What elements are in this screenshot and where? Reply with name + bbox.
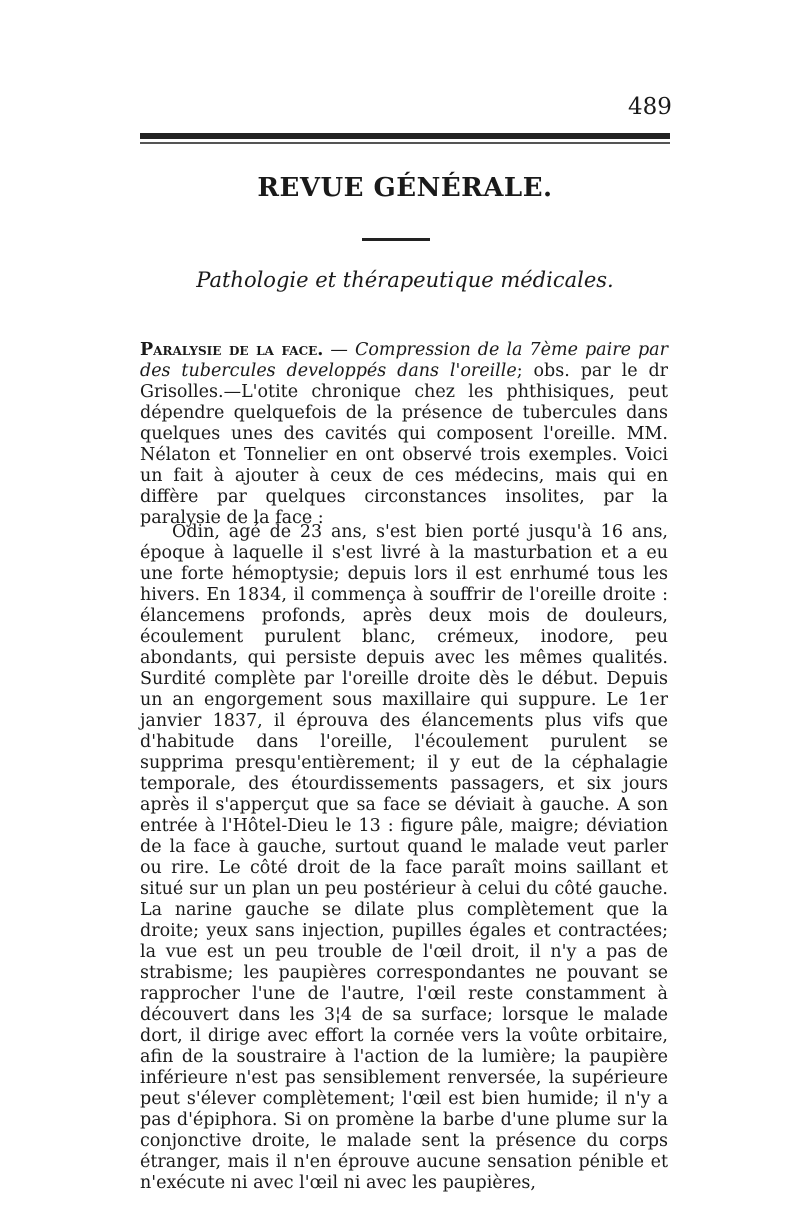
case-paragraph: Odin, agé de 23 ans, s'est bien porté jusqu'à 16 ans, époque à laquelle il s'est livré à la masturbation et a eu une forte hémoptysie; depuis lors il est enrhumé tous les hivers. En 1834, il commença à souffrir de l'oreille droite : élancemens profonds, après deux mois de douleurs, écoulement purulent blanc, crémeux, inodore, peu abondants, qui persiste depuis avec les mêmes qualités. Surdité complète par l'oreille droite dès le début. Depuis un an engorgement sous maxillaire qui suppure. Le 1er janvier 1837, il éprouva des élancements plus vifs que d'habitude dans l'oreille, l'écoulement purulent se supprima presqu'entièrement; il y eut de la céphalagie temporale, des étourdissements passagers, et six jours après il s'apperçut que sa face se déviait à gauche. A son entrée à l'Hôtel-Dieu le 13 : figure pâle, maigre; déviation de la face à gauche, surtout quand le malade veut parler ou rire. Le côté droit de la face paraît moins saillant et situé sur un plan un peu postérieur à celui du côté gauche. La narine gauche se dilate plus complètement que la droite; yeux sans injection, pupilles égales et contractées; la vue est un peu trouble de l'œil droit, il n'y a pas de strabisme; les paupières correspondantes ne pouvant se rapprocher l'une de l'autre, l'œil reste constamment à découvert dans les 3¦4 de sa surface; lorsque le malade dort, il dirige avec effort la cornée vers la voûte orbitaire, afin de la soustraire à l'action de la lumière; la paupière inférieure n'est pas sensiblement renversée, la supérieure peut s'élever complètement; l'œil est bien humide; il n'y a pas d'épiphora. Si on promène la barbe d'une plume sur la conjonctive droite, le malade sent la présence du corps étranger, mais il n'en éprouve aucune sensation pénible et n'exécute ni avec l'œil ni avec les paupières, [140,522,668,1193]
header-rule [140,133,670,139]
title-divider [362,238,430,241]
case-report [140,522,668,1194]
header-rule-thin [140,142,670,144]
page-number: 489 [628,94,672,120]
article-observer: ; obs. par le dr Grisolles. [140,361,669,402]
article-intro [140,340,668,529]
section-title: REVUE GÉNÉRALE. [257,173,553,203]
intro-paragraph [140,340,668,529]
article-heading: Paralysie de la face. [140,340,324,360]
subsection-title: Pathologie et thérapeutique médicales. [196,268,614,292]
intro-text: —L'otite chronique chez les phthisiques, peut dépendre quelquefois de la présence de tubercules dans quelques unes des cavités qui composent l'oreille. MM. Nélaton et Tonnelier en ont observé trois exemples. Voici un fait à ajouter à ceux de ces médecins, mais qui en diffère par quelques circonstances insolites, par la paralysie de la face : [140,382,668,528]
article-subject: — Compression de la 7ème paire par des tubercules developpés dans l'oreille [140,340,668,381]
